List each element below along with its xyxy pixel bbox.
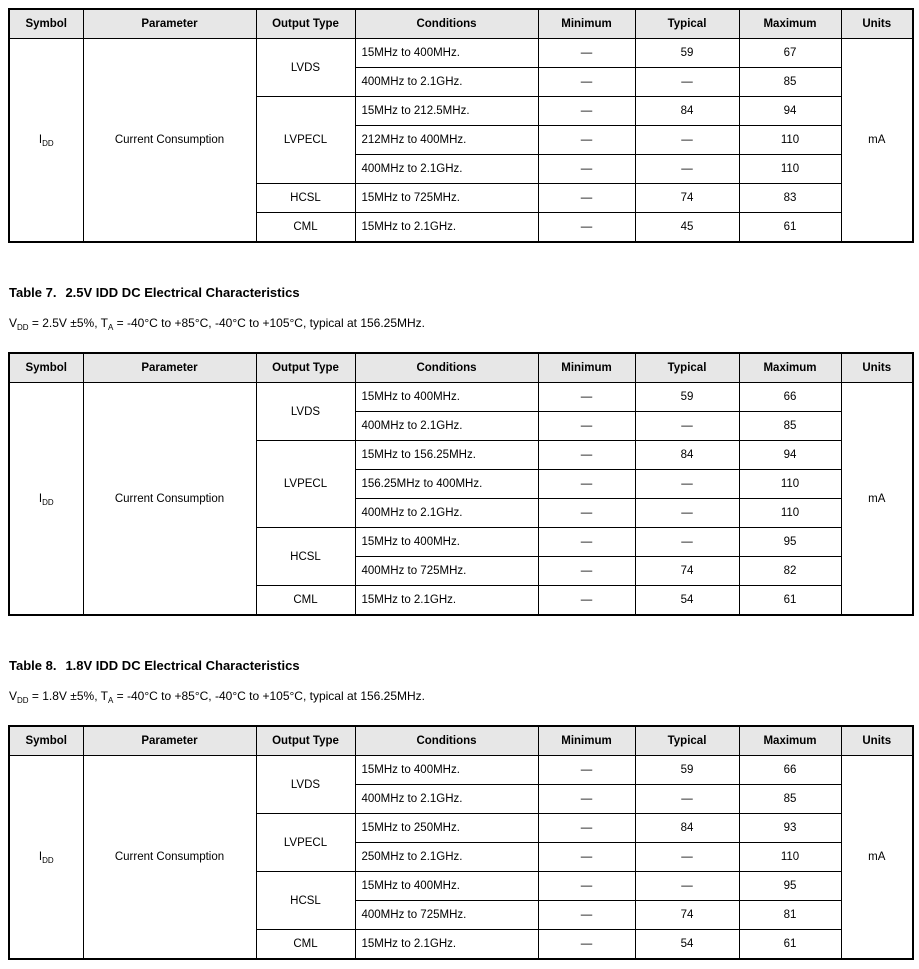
maximum-cell: 94 <box>739 441 841 470</box>
typical-cell: — <box>635 528 739 557</box>
output-type-cell: LVDS <box>256 383 355 441</box>
spec-table-0 <box>8 8 914 243</box>
maximum-cell: 95 <box>739 528 841 557</box>
table-row <box>9 756 913 785</box>
table-section-0 <box>8 8 919 243</box>
table-header <box>9 726 913 756</box>
header-symbol: Symbol <box>9 726 83 756</box>
typical-cell: 45 <box>635 213 739 243</box>
table-section-1 <box>8 285 919 616</box>
header-output-type: Output Type <box>256 353 355 383</box>
parameter-cell: Current Consumption <box>83 383 256 616</box>
output-type-cell: CML <box>256 586 355 616</box>
spec-table-2 <box>8 725 914 960</box>
typical-cell: 74 <box>635 901 739 930</box>
table-conditions-note <box>9 316 919 331</box>
table-caption-title: 2.5V IDD DC Electrical Characteristics <box>65 285 300 300</box>
table-header <box>9 9 913 39</box>
maximum-cell: 93 <box>739 814 841 843</box>
maximum-cell: 95 <box>739 872 841 901</box>
typical-cell: 54 <box>635 586 739 616</box>
conditions-cell: 15MHz to 725MHz. <box>355 184 538 213</box>
maximum-cell: 85 <box>739 412 841 441</box>
table-body <box>9 39 913 243</box>
maximum-cell: 85 <box>739 785 841 814</box>
text-segment: V <box>9 689 18 703</box>
header-row <box>9 353 913 383</box>
typical-cell: 59 <box>635 383 739 412</box>
header-minimum: Minimum <box>538 9 635 39</box>
text-segment: I <box>38 134 43 146</box>
table-wrapper <box>8 8 919 243</box>
conditions-cell: 400MHz to 2.1GHz. <box>355 155 538 184</box>
conditions-cell: 15MHz to 2.1GHz. <box>355 930 538 960</box>
conditions-cell: 15MHz to 2.1GHz. <box>355 213 538 243</box>
header-output-type: Output Type <box>256 9 355 39</box>
text-segment: = 1.8V ±5%, T <box>28 689 108 703</box>
text-segment: I <box>38 851 43 863</box>
text-segment: = 2.5V ±5%, T <box>28 316 108 330</box>
minimum-cell: — <box>538 814 635 843</box>
typical-cell: — <box>635 155 739 184</box>
typical-cell: — <box>635 126 739 155</box>
text-segment: = -40°C to +85°C, -40°C to +105°C, typical at 156.25MHz. <box>113 689 426 703</box>
conditions-cell: 400MHz to 725MHz. <box>355 557 538 586</box>
header-conditions: Conditions <box>355 9 538 39</box>
typical-cell: 54 <box>635 930 739 960</box>
maximum-cell: 110 <box>739 499 841 528</box>
header-output-type: Output Type <box>256 726 355 756</box>
header-parameter: Parameter <box>83 726 256 756</box>
table-caption <box>9 658 919 674</box>
table-caption-label: Table 8. <box>9 658 57 673</box>
text-segment: I <box>38 492 43 505</box>
header-row <box>9 726 913 756</box>
subscript-text: DD <box>42 856 54 865</box>
typical-cell: — <box>635 872 739 901</box>
subscript-text: DD <box>17 323 29 332</box>
header-maximum: Maximum <box>739 9 841 39</box>
units-cell: mA <box>841 39 913 243</box>
output-type-cell: HCSL <box>256 184 355 213</box>
table-wrapper <box>8 725 919 960</box>
header-parameter: Parameter <box>83 353 256 383</box>
typical-cell: 84 <box>635 97 739 126</box>
conditions-cell: 400MHz to 725MHz. <box>355 901 538 930</box>
maximum-cell: 66 <box>739 383 841 412</box>
header-units: Units <box>841 726 913 756</box>
symbol-cell <box>9 756 83 960</box>
minimum-cell: — <box>538 785 635 814</box>
header-maximum: Maximum <box>739 726 841 756</box>
parameter-cell: Current Consumption <box>83 39 256 243</box>
conditions-cell: 15MHz to 400MHz. <box>355 528 538 557</box>
table-body <box>9 756 913 960</box>
header-minimum: Minimum <box>538 726 635 756</box>
minimum-cell: — <box>538 843 635 872</box>
conditions-cell: 212MHz to 400MHz. <box>355 126 538 155</box>
maximum-cell: 83 <box>739 184 841 213</box>
conditions-cell: 250MHz to 2.1GHz. <box>355 843 538 872</box>
header-conditions: Conditions <box>355 726 538 756</box>
output-type-cell: CML <box>256 930 355 960</box>
conditions-cell: 15MHz to 156.25MHz. <box>355 441 538 470</box>
typical-cell: 59 <box>635 39 739 68</box>
conditions-cell: 15MHz to 400MHz. <box>355 756 538 785</box>
table-header <box>9 353 913 383</box>
conditions-cell: 15MHz to 2.1GHz. <box>355 586 538 616</box>
minimum-cell: — <box>538 213 635 243</box>
maximum-cell: 94 <box>739 97 841 126</box>
subscript-text: DD <box>42 139 54 148</box>
table-caption <box>9 285 919 301</box>
table-conditions-note <box>9 689 919 704</box>
conditions-cell: 400MHz to 2.1GHz. <box>355 68 538 97</box>
text-segment: = -40°C to +85°C, -40°C to +105°C, typical at 156.25MHz. <box>113 316 426 330</box>
maximum-cell: 110 <box>739 470 841 499</box>
typical-cell: 59 <box>635 756 739 785</box>
spec-table-1 <box>8 352 914 616</box>
table-body <box>9 383 913 616</box>
minimum-cell: — <box>538 499 635 528</box>
parameter-cell: Current Consumption <box>83 756 256 960</box>
header-maximum: Maximum <box>739 353 841 383</box>
table-row <box>9 383 913 412</box>
header-symbol: Symbol <box>9 353 83 383</box>
header-row <box>9 9 913 39</box>
typical-cell: — <box>635 785 739 814</box>
conditions-cell: 156.25MHz to 400MHz. <box>355 470 538 499</box>
maximum-cell: 61 <box>739 586 841 616</box>
subscript-text: DD <box>42 497 54 507</box>
output-type-cell: LVDS <box>256 756 355 814</box>
minimum-cell: — <box>538 383 635 412</box>
maximum-cell: 82 <box>739 557 841 586</box>
minimum-cell: — <box>538 528 635 557</box>
minimum-cell: — <box>538 39 635 68</box>
units-cell: mA <box>841 756 913 960</box>
typical-cell: — <box>635 470 739 499</box>
output-type-cell: LVDS <box>256 39 355 97</box>
output-type-cell: LVPECL <box>256 97 355 184</box>
conditions-cell: 15MHz to 400MHz. <box>355 383 538 412</box>
conditions-cell: 15MHz to 400MHz. <box>355 39 538 68</box>
conditions-cell: 400MHz to 2.1GHz. <box>355 785 538 814</box>
maximum-cell: 61 <box>739 213 841 243</box>
output-type-cell: HCSL <box>256 872 355 930</box>
conditions-cell: 15MHz to 250MHz. <box>355 814 538 843</box>
typical-cell: 84 <box>635 441 739 470</box>
table-wrapper <box>8 352 919 616</box>
typical-cell: — <box>635 843 739 872</box>
minimum-cell: — <box>538 756 635 785</box>
minimum-cell: — <box>538 586 635 616</box>
maximum-cell: 110 <box>739 155 841 184</box>
typical-cell: — <box>635 68 739 97</box>
output-type-cell: HCSL <box>256 528 355 586</box>
symbol-cell <box>9 383 83 616</box>
header-typical: Typical <box>635 353 739 383</box>
header-typical: Typical <box>635 726 739 756</box>
subscript-text: A <box>107 323 114 332</box>
subscript-text: DD <box>17 696 29 705</box>
minimum-cell: — <box>538 441 635 470</box>
header-minimum: Minimum <box>538 353 635 383</box>
minimum-cell: — <box>538 412 635 441</box>
header-conditions: Conditions <box>355 353 538 383</box>
minimum-cell: — <box>538 97 635 126</box>
maximum-cell: 110 <box>739 843 841 872</box>
table-row <box>9 39 913 68</box>
output-type-cell: CML <box>256 213 355 243</box>
minimum-cell: — <box>538 68 635 97</box>
minimum-cell: — <box>538 470 635 499</box>
maximum-cell: 66 <box>739 756 841 785</box>
typical-cell: — <box>635 412 739 441</box>
maximum-cell: 85 <box>739 68 841 97</box>
maximum-cell: 67 <box>739 39 841 68</box>
conditions-cell: 400MHz to 2.1GHz. <box>355 412 538 441</box>
header-units: Units <box>841 9 913 39</box>
maximum-cell: 81 <box>739 901 841 930</box>
conditions-cell: 15MHz to 400MHz. <box>355 872 538 901</box>
header-symbol: Symbol <box>9 9 83 39</box>
minimum-cell: — <box>538 872 635 901</box>
symbol-cell <box>9 39 83 243</box>
minimum-cell: — <box>538 901 635 930</box>
text-segment: V <box>9 316 18 330</box>
table-caption-label: Table 7. <box>9 285 57 300</box>
output-type-cell: LVPECL <box>256 814 355 872</box>
typical-cell: — <box>635 499 739 528</box>
minimum-cell: — <box>538 557 635 586</box>
minimum-cell: — <box>538 126 635 155</box>
table-section-2 <box>8 658 919 960</box>
typical-cell: 74 <box>635 184 739 213</box>
header-units: Units <box>841 353 913 383</box>
maximum-cell: 110 <box>739 126 841 155</box>
subscript-text: A <box>107 696 114 705</box>
header-parameter: Parameter <box>83 9 256 39</box>
header-typical: Typical <box>635 9 739 39</box>
maximum-cell: 61 <box>739 930 841 960</box>
table-caption-title: 1.8V IDD DC Electrical Characteristics <box>65 658 300 673</box>
minimum-cell: — <box>538 155 635 184</box>
units-cell: mA <box>841 383 913 616</box>
minimum-cell: — <box>538 184 635 213</box>
typical-cell: 84 <box>635 814 739 843</box>
typical-cell: 74 <box>635 557 739 586</box>
conditions-cell: 400MHz to 2.1GHz. <box>355 499 538 528</box>
minimum-cell: — <box>538 930 635 960</box>
output-type-cell: LVPECL <box>256 441 355 528</box>
conditions-cell: 15MHz to 212.5MHz. <box>355 97 538 126</box>
